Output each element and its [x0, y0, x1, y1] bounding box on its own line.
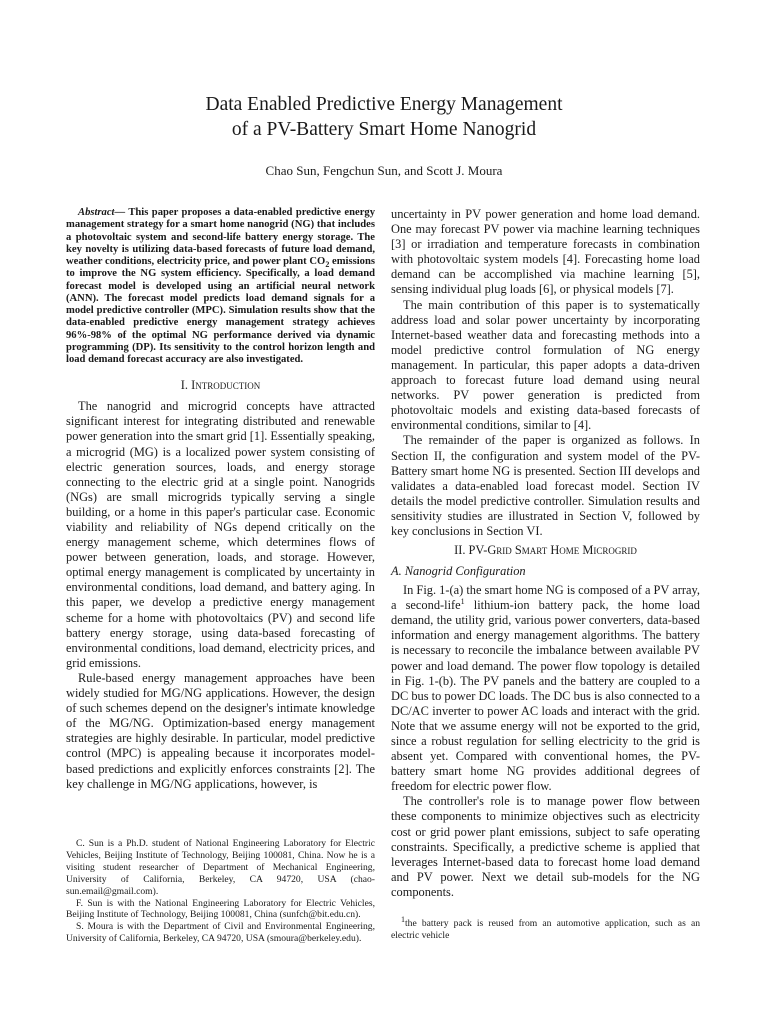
left-column — [66, 207, 375, 792]
abstract — [66, 207, 375, 366]
battery-footnote-body: the battery pack is reused from an automotive application, such as an electric vehicle — [391, 918, 700, 941]
intro-paragraph-2: Rule-based energy management approaches have been widely studied for MG/NG applications. However, the design of such schemes depend on the designer's intimate knowledge of the MG/NG. Optimization-based energy management strategies are highly desirable. In particular, model predictive control (MPC) is appealing because it incorporates model-based predictions and explicitly enforces constraints [2]. The key challenge in MG/NG applications, however, is — [66, 670, 375, 791]
battery-footnote-text — [391, 914, 700, 942]
affiliation-footnotes — [66, 838, 375, 945]
config-paragraph-2: The controller's role is to manage power flow between these components to minimize objectives such as electricity cost or grid power plant emissions, subject to safe operating constraints. Specifically, a predictive scheme is applied that leverages Internet-based data to forecast home load demand and PV power. Next we detail sub-models for the NG components. — [391, 794, 700, 899]
footnote-marker: 1 — [460, 597, 465, 607]
abstract-text-b: emissions to improve the NG system efficiency. Specifically, a load demand forecast model is developed using an artificial neural network (ANN). The forecast model predicts load demand signals for a model predictive controller (MPC). Simulation results show that the data-enabled predictive energy management strategy achieves 96%-98% of the optimal NG performance derived via dynamic programming (DP). Its sensitivity to the control horizon length and load demand forecast accuracy are also investigated. — [66, 256, 375, 365]
intro-paragraph-1: The nanogrid and microgrid concepts have attracted significant interest for integrating distributed and renewable power generation into the smart grid [1]. Essentially speaking, a microgrid (MG) is a localized power system consisting of electric generation sources, loads, and energy storage connecting to the electric grid at a single point. Nanogrids (NGs) are small microgrids typically serving a single building, or a home in this paper's particular case. Economic viability and reliability of NGs depend critically on the energy management scheme, which determines flows of power between generation, loads, and storage. However, optimal energy management is complicated by uncertainty in environmental conditions, load demand, and battery aging. In this paper, we develop a predictive energy management scheme for a home with photovoltaics (PV) and second life battery energy storage, using data-based forecasting of environmental conditions, load demand, electricity prices, and grid emissions. — [66, 399, 375, 670]
battery-footnote — [391, 914, 700, 942]
footnote-sun-f: F. Sun is with the National Engineering Laboratory for Electric Vehicles, Beijing Institute of Technology, Beijing 100081, China (sunfch@bit.edu.cn). — [66, 897, 375, 921]
battery-footnote-mark: 1 — [401, 914, 405, 924]
section-heading-pv-grid: II. PV-Grid Smart Home Microgrid — [454, 543, 637, 558]
footnote-sun-c: C. Sun is a Ph.D. student of National Engineering Laboratory for Electric Vehicles, Beijing Institute of Technology, Beijing 100081, China. Now he is a visiting student researcher of Department of Mechanical Engineering, University of California, Berkeley, CA 94720, USA (chao-sun.email@gmail.com). — [66, 838, 375, 897]
right-paragraph-2: The main contribution of this paper is to systematically address load and solar power uncertainty by incorporating Internet-based weather data and forecasting methods into a model predictive control formulation of NG energy management. In particular, this paper adopts a data-driven approach to forecast future load demand using neural networks. PV power generation is predicted from photovoltaic models and existing data-based forecasts of environmental conditions, similar to [4]. — [391, 297, 700, 433]
right-paragraph-1: uncertainty in PV power generation and home load demand. One may forecast PV power via machine learning techniques [3] or irradiation and temperature forecasts in combination with photovoltaic system models [4]. Forecasting home load demand can be accomplished via machine learning [5], sensing individual plug loads [6], or physical models [7]. — [391, 207, 700, 297]
title-line-1: Data Enabled Predictive Energy Management — [205, 94, 563, 115]
author-list: Chao Sun, Fengchun Sun, and Scott J. Moura — [265, 163, 503, 178]
footnote-moura: S. Moura is with the Department of Civil and Environmental Engineering, University of California, Berkeley, CA 94720, USA (smoura@berkeley.edu). — [66, 921, 375, 945]
abstract-label: Abstract — [78, 207, 115, 218]
title-line-2: of a PV-Battery Smart Home Nanogrid — [231, 119, 537, 140]
section-heading-introduction: I. Introduction — [180, 378, 261, 393]
right-paragraph-3: The remainder of the paper is organized as follows. In Section II, the configuration and system model of the PV-Battery smart home NG is presented. Section III develops and validates a data-enabled load forecast model. Section IV details the model predictive controller. Simulation results and sensitivity studies are illustrated in Section V, followed by key conclusions in Section VI. — [391, 433, 700, 538]
abstract-text-a: — This paper proposes a data-enabled predictive energy management strategy for a smart home nanogrid (NG) that includes a photovoltaic system and second-life battery energy storage. The key novelty is utilizing data-based forecasts of future load demand, weather conditions, electricity price, and power plant CO — [66, 207, 375, 267]
subsection-heading-nanogrid: A. Nanogrid Configuration — [391, 564, 526, 579]
config-paragraph-1 — [391, 583, 700, 794]
right-column — [391, 207, 700, 900]
config-text-a: In Fig. 1-(a) the smart home NG is composed of a PV array, a second-life — [391, 583, 700, 613]
paper-title — [0, 92, 768, 142]
co2-subscript: 2 — [325, 260, 330, 270]
config-text-b: lithium-ion battery pack, the home load demand, the utility grid, various power converters, data-based information and energy management algorithms. The battery is necessary to reconcile the imbalance between available PV power and load demand. The power flow topology is detailed in Fig. 1-(b). The PV panels and the battery are coupled to a DC bus to power DC loads. The DC bus is also connected to a DC/AC inverter to power AC loads and interact with the grid. Note that we assume energy will not be exported to the grid, since a robust regulation for selling electricity to the grid is absent yet. Compared with conventional homes, the PV-battery smart home NG provides additional degrees of freedom for electric power flow. — [391, 598, 700, 794]
